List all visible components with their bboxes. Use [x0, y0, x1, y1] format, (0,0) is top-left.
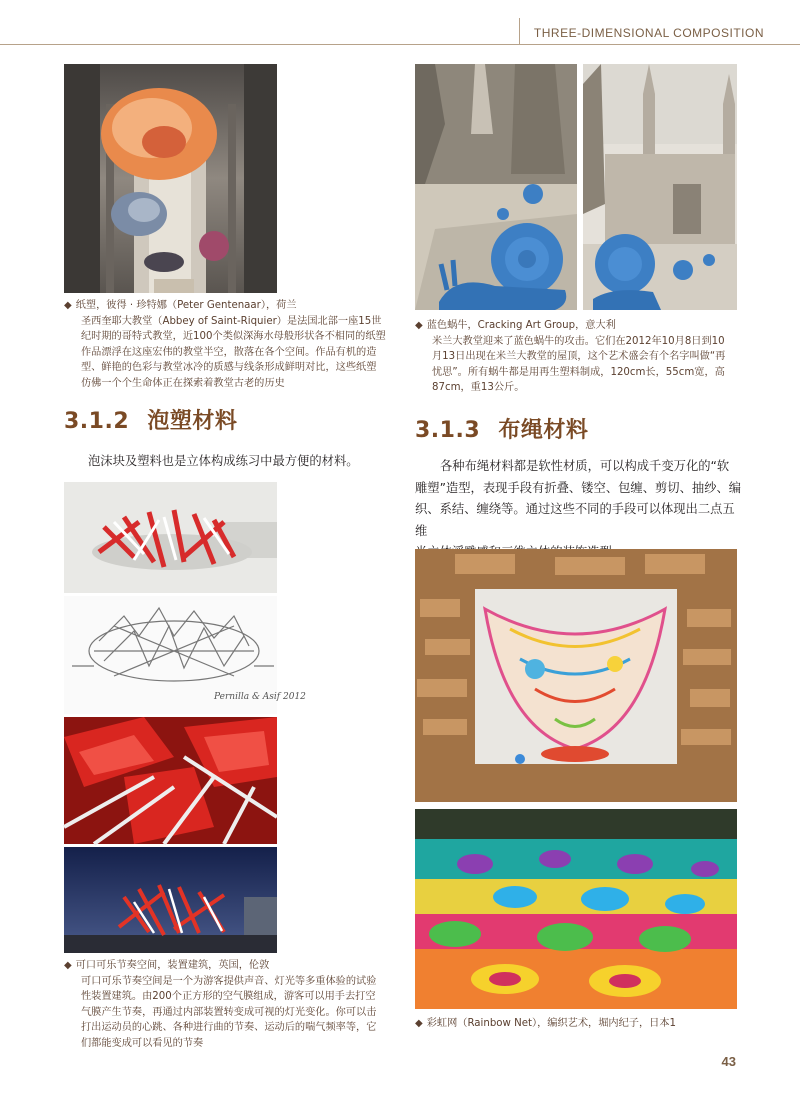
caption-coca-cola-beatbox: ◆ 可口可乐节奏空间，装置建筑，英国，伦敦 可口可乐节奏空间是一个为游客提供声音、灯光等多重体验的试验 性装置建筑。由200个正方形的空气膜组成，游客可以用手去打空 气膜产生节奏，再通过内部装置转变成可视的灯光变化。你可以击 打出运动员的心跳、各种进行曲的节奏、运动后的喘气频率等，它 们都能变成可以看见的节奏	[64, 960, 377, 1049]
header-rule	[0, 44, 800, 45]
running-header: THREE-DIMENSIONAL COMPOSITION	[533, 26, 764, 40]
diamond-bullet-icon: ◆	[64, 300, 72, 311]
photo-beatbox-sketch	[64, 596, 306, 714]
page-number: 43	[721, 1054, 736, 1069]
header-divider	[519, 18, 520, 45]
photo-beatbox-night	[64, 847, 277, 953]
section-number: 3.1.2	[64, 409, 130, 434]
section-title: 泡塑材料	[147, 409, 238, 434]
photo-rainbow-net-pavilion	[415, 549, 737, 802]
sketch-signature: Pernilla & Asif 2012	[214, 692, 306, 702]
photo-rainbow-net-closeup	[415, 809, 737, 1009]
section-heading-foam	[64, 404, 237, 435]
photo-paper-sculptures	[64, 64, 277, 293]
photo-beatbox-model	[64, 482, 277, 593]
photo-blue-snail-left	[415, 64, 577, 310]
section-heading-rope	[415, 413, 588, 444]
diamond-bullet-icon: ◆	[64, 960, 72, 971]
caption-rainbow-net: ◆ 彩虹网（Rainbow Net），编织艺术，堀内纪子，日本1	[415, 1018, 676, 1029]
caption-paper-sculpture: ◆ 纸塑，彼得 · 珍特娜（Peter Gentenaar），荷兰 圣西奎耶大教堂（Abbey of Saint-Riquier）是法国北部一座15世 纪时期的哥特式教堂，近100个类似深海水母般形状各不相同的纸塑 作品漂浮在这座宏伟的教堂半空，散落在各个空间。作品有机的造 型、鲜艳的色彩与教堂冰冷的质感与线条形成鲜明对比，这些纸塑 仿佛一个个生命体正在探索着教堂古老的历史	[64, 300, 386, 389]
photo-beatbox-interior	[64, 717, 277, 844]
section-number: 3.1.3	[415, 418, 481, 443]
diamond-bullet-icon: ◆	[415, 1018, 423, 1029]
section-body-rope: 各种布绳材料都是软性材质，可以构成千变万化的“软 雕塑”造型，表现手段有折叠、镂空、包缠、剪切、抽纱、编 织、系结、缠绕等。通过这些不同的手段可以体现出二点五维	[415, 459, 742, 538]
section-title: 布绳材料	[498, 418, 589, 443]
photo-blue-snail-right	[583, 64, 737, 310]
diamond-bullet-icon: ◆	[415, 320, 423, 331]
section-body-foam: 泡沫块及塑料也是立体构成练习中最方便的材料。	[88, 454, 359, 468]
caption-blue-snails: ◆ 蓝色蜗牛，Cracking Art Group，意大利 米兰大教堂迎来了蓝色蜗牛的攻击。它们在2012年10月8日到10 月13日出现在米兰大教堂的屋顶，这个艺术盛会有个名字叫做“再 忧思”。所有蜗牛都是用再生塑料制成，120cm长，55cm宽，高 87cm，重13公斤。	[415, 320, 726, 393]
